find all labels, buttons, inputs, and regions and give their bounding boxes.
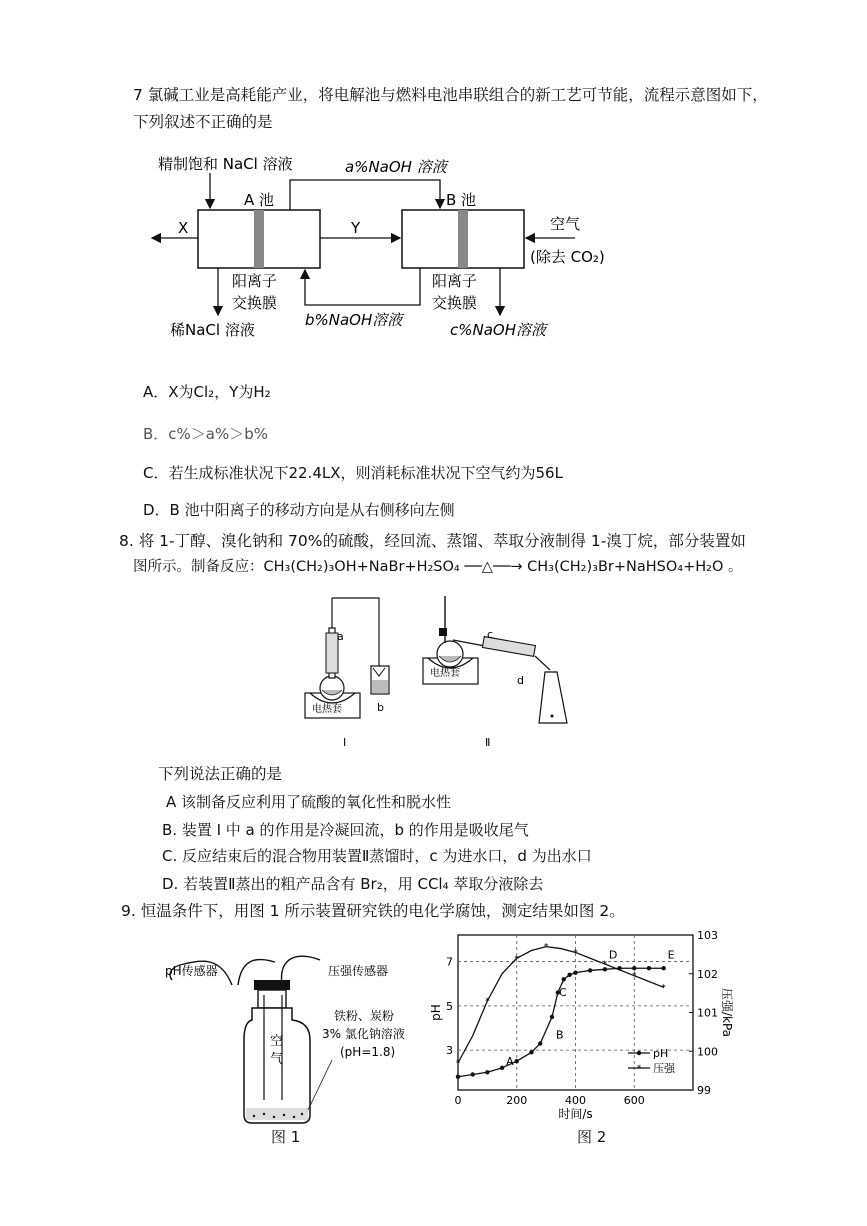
- y-label: Y: [351, 219, 361, 237]
- q9-figure-1: [160, 940, 460, 1135]
- series-ph-point: [538, 1041, 542, 1045]
- series-ph-point: [632, 966, 636, 970]
- reagent-label-3: (pH=1.8): [340, 1045, 396, 1059]
- q7-stem-line1: 7 氯碱工业是高耗能产业，将电解池与燃料电池串联组合的新工艺可节能，流程示意图如下，: [133, 86, 768, 104]
- q8-stem-line1: 8. 将 1-丁醇、溴化钠和 70%的硫酸，经回流、蒸馏、萃取分液制得 1-溴丁烷，部分装置如: [119, 532, 746, 550]
- pressure-sensor-label: 压强传感器: [328, 964, 389, 978]
- y-right-tick-label: 103: [697, 929, 718, 942]
- series-pressure-point: *: [573, 948, 578, 959]
- series-pressure-point: *: [455, 1058, 461, 1069]
- q7-option-a[interactable]: A．X为Cl₂，Y为H₂: [143, 383, 271, 401]
- legend-ph-label: pH: [653, 1047, 669, 1060]
- air-label-2: 气: [270, 1052, 284, 1067]
- pool-b-label: B 池: [446, 191, 477, 209]
- x-tick-label: 400: [565, 1094, 586, 1107]
- y-left-axis-label: pH: [429, 1004, 443, 1021]
- label-b: b: [377, 701, 384, 714]
- series-ph-point: [567, 973, 571, 977]
- figure-2-caption: 图 2: [577, 1128, 607, 1146]
- reagent-label-2: 3% 氯化钠溶液: [322, 1027, 405, 1041]
- x-label: X: [178, 219, 189, 237]
- y-left-tick-label: 7: [446, 955, 453, 969]
- air-label-1: 空气: [550, 215, 581, 233]
- membrane-a-label-1: 阳离子: [232, 272, 278, 290]
- q7-option-b[interactable]: B．c%＞a%＞b%: [143, 425, 269, 443]
- q8-apparatus-figure: [295, 588, 585, 753]
- annotation-B: B: [556, 1028, 564, 1042]
- series-ph-point: [485, 1070, 489, 1074]
- series-pressure-point: *: [543, 942, 549, 953]
- series-ph-point: [573, 970, 577, 974]
- series-pressure-point: *: [514, 954, 519, 965]
- membrane-a-label-2: 交换膜: [232, 294, 278, 312]
- y-right-tick-label: 102: [697, 967, 718, 981]
- q9-figure-2-chart: [428, 925, 758, 1120]
- y-right-axis-label: 压强/kPa: [720, 987, 734, 1038]
- pool-a-label: A 池: [244, 191, 275, 209]
- q9-stem: 9. 恒温条件下，用图 1 所示装置研究铁的电化学腐蚀，测定结果如图 2。: [121, 902, 625, 920]
- series-ph-point: [529, 1050, 533, 1054]
- q8-prompt: 下列说法正确的是: [158, 765, 283, 783]
- series-ph-point: [661, 966, 665, 970]
- figure-1-caption: 图 1: [271, 1128, 301, 1146]
- series-ph-point: [515, 1059, 519, 1063]
- series-pressure-point: *: [661, 983, 666, 994]
- legend-pressure-label: 压强: [653, 1062, 675, 1075]
- legend-ph-marker: [637, 1051, 641, 1055]
- membrane-b-label-2: 交换膜: [432, 294, 478, 312]
- x-tick-label: 200: [506, 1094, 528, 1107]
- q7-stem-line2: 下列叙述不正确的是: [133, 113, 273, 131]
- annotation-E: E: [667, 948, 675, 962]
- series-ph-point: [588, 968, 592, 972]
- series-pressure-point: *: [602, 960, 608, 971]
- x-tick-label: 0: [454, 1094, 462, 1107]
- feed-nacl-label: 精制饱和 NaCl 溶液: [158, 155, 293, 173]
- roman-2: Ⅱ: [485, 736, 491, 749]
- series-ph-point: [562, 977, 566, 981]
- roman-1: I: [343, 736, 347, 749]
- air-label-2: (除去 CO₂): [530, 248, 605, 266]
- q8-option-d[interactable]: D. 若装置Ⅱ蒸出的粗产品含有 Br₂，用 CCl₄ 萃取分液除去: [162, 875, 544, 893]
- y-left-tick-label: 5: [446, 999, 453, 1013]
- ph-sensor-label: pH传感器: [165, 964, 218, 978]
- x-axis-label: 时间/s: [558, 1107, 593, 1121]
- series-pressure-point: *: [632, 971, 637, 982]
- membrane-a: [254, 210, 264, 268]
- apparatus-2: [423, 596, 567, 723]
- q7-option-d[interactable]: D．B 池中阳离子的移动方向是从右侧移向左侧: [143, 501, 455, 519]
- membrane-b-label-1: 阳离子: [432, 272, 478, 290]
- label-d: d: [517, 674, 524, 687]
- reagent-label-1: 铁粉、炭粉: [334, 1009, 395, 1023]
- feed-naoh-a-label: a%NaOH 溶液: [345, 158, 447, 176]
- annotation-A: A: [506, 1054, 514, 1068]
- out-naoh-c-label: c%NaOH溶液: [450, 321, 546, 339]
- q8-stem-line2: 图所示。制备反应：CH₃(CH₂)₃OH+NaBr+H₂SO₄ ──△──→ CH₃(CH₂)₃Br+NaHSO₄+H₂O 。: [133, 559, 743, 575]
- out-nacl-label: 稀NaCl 溶液: [170, 321, 255, 339]
- q8-option-b[interactable]: B. 装置 I 中 a 的作用是冷凝回流，b 的作用是吸收尾气: [162, 821, 529, 839]
- series-ph-line: [455, 968, 664, 1076]
- y-right-tick-label: 100: [697, 1045, 718, 1059]
- x-tick-label: 600: [623, 1094, 645, 1107]
- apparatus-1: [305, 598, 389, 718]
- q8-option-c[interactable]: C. 反应结束后的混合物用装置Ⅱ蒸馏时，c 为进水口，d 为出水口: [162, 847, 592, 865]
- series-pressure-point: *: [485, 996, 490, 1007]
- y-left-tick-label: 3: [446, 1044, 453, 1058]
- heater-1-label: 电热套: [312, 704, 342, 715]
- label-a: a: [337, 630, 344, 643]
- y-right-tick-label: 101: [697, 1006, 718, 1020]
- y-right-tick-label: 99: [697, 1084, 711, 1097]
- series-ph-point: [456, 1075, 460, 1079]
- membrane-b: [458, 210, 468, 268]
- label-c: c: [487, 628, 494, 641]
- series-ph-point: [500, 1066, 504, 1070]
- series-ph-point: [647, 966, 651, 970]
- out-naoh-b-label: b%NaOH溶液: [305, 311, 403, 329]
- series-ph-point: [470, 1072, 474, 1076]
- q7-option-c[interactable]: C．若生成标准状况下22.4LX，则消耗标准状况下空气约为56L: [143, 464, 563, 482]
- annotation-C: C: [558, 986, 567, 1000]
- series-ph-point: [550, 1015, 554, 1019]
- q8-option-a[interactable]: A 该制备反应利用了硫酸的氧化性和脱水性: [166, 793, 452, 811]
- q7-flow-diagram: [140, 145, 605, 345]
- legend-pressure-marker: *: [636, 1064, 642, 1074]
- air-label-1: 空: [270, 1034, 284, 1049]
- annotation-D: D: [608, 948, 618, 962]
- heater-2-label: 电热套: [430, 668, 460, 679]
